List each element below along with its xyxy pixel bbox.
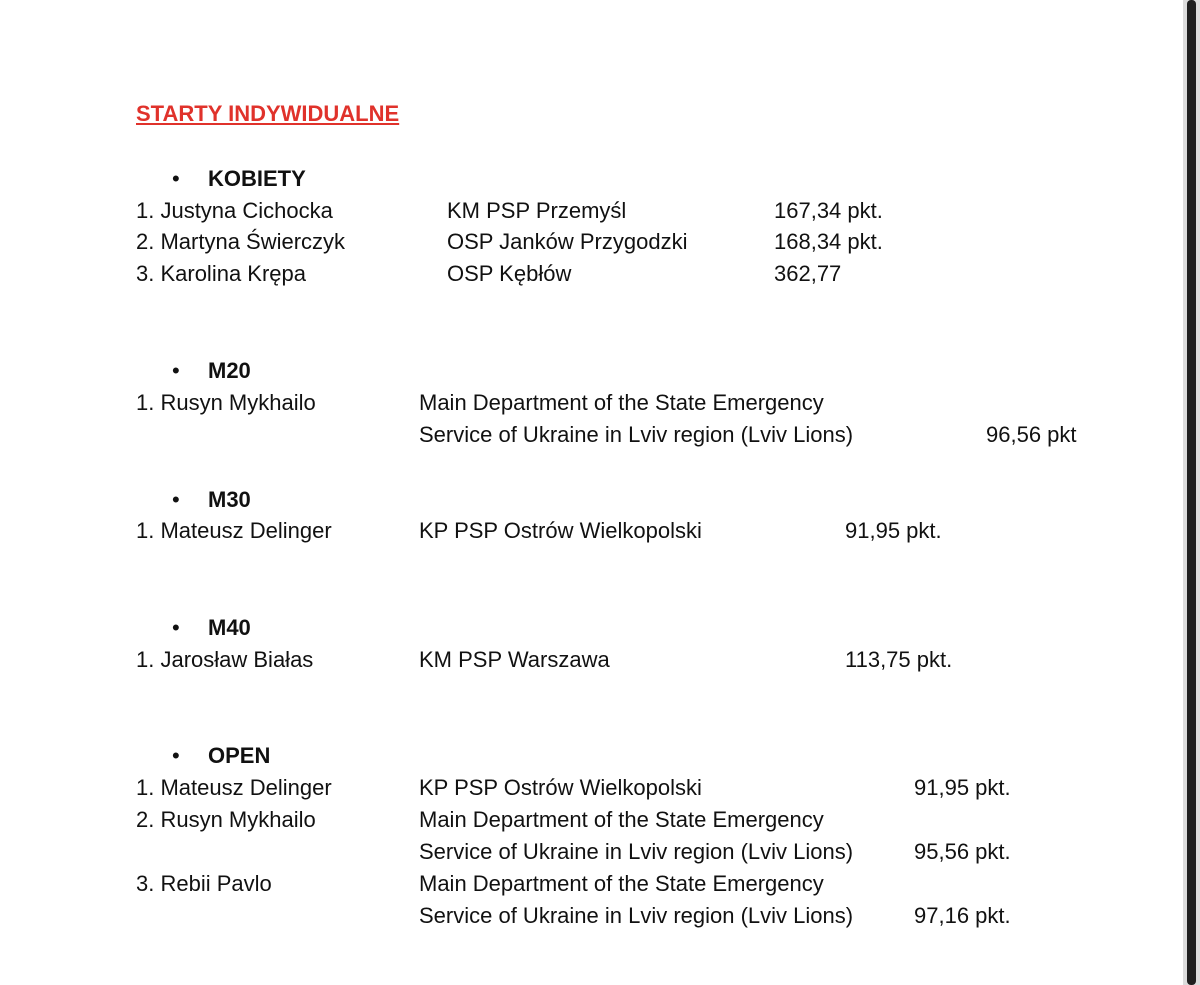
category-m30 [172, 487, 251, 513]
section-heading: STARTY INDYWIDUALNE [136, 101, 400, 126]
result-name: 3. Karolina Krępa [136, 261, 306, 286]
result-name: 3. Rebii Pavlo [136, 871, 272, 896]
result-unit: KM PSP Warszawa [419, 647, 610, 672]
result-unit-line1: Main Department of the State Emergency [419, 871, 824, 896]
category-title: M30 [208, 487, 251, 512]
result-score: 113,75 pkt. [845, 647, 953, 672]
category-m20 [172, 358, 251, 384]
category-title: M20 [208, 358, 251, 383]
result-unit-line2: Service of Ukraine in Lviv region (Lviv Lions) [419, 903, 854, 928]
category-title: OPEN [208, 743, 271, 768]
result-name: 1. Justyna Cichocka [136, 198, 333, 223]
result-name: 1. Mateusz Delinger [136, 775, 332, 800]
result-unit-line1: Main Department of the State Emergency [419, 807, 824, 832]
result-name: 1. Jarosław Białas [136, 647, 314, 672]
result-score: 91,95 pkt. [914, 775, 1011, 800]
result-score: 362,77 [774, 261, 842, 286]
result-name: 2. Martyna Świerczyk [136, 229, 346, 254]
result-unit: KP PSP Ostrów Wielkopolski [419, 775, 702, 800]
category-title: M40 [208, 615, 251, 640]
category-m40 [172, 615, 251, 641]
category-title: KOBIETY [208, 166, 306, 191]
bullet-icon: • [172, 358, 180, 383]
bullet-icon: • [172, 615, 180, 640]
result-name: 2. Rusyn Mykhailo [136, 807, 316, 832]
result-score: 167,34 pkt. [774, 198, 883, 223]
result-name: 1. Mateusz Delinger [136, 518, 332, 543]
result-unit: KP PSP Ostrów Wielkopolski [419, 518, 702, 543]
result-score: 91,95 pkt. [845, 518, 942, 543]
result-score: 168,34 pkt. [774, 229, 883, 254]
scrollbar-thumb[interactable] [1187, 0, 1196, 985]
category-open [172, 743, 270, 769]
result-name: 1. Rusyn Mykhailo [136, 390, 316, 415]
result-unit: KM PSP Przemyśl [447, 198, 627, 223]
result-unit: OSP Janków Przygodzki [447, 229, 688, 254]
vertical-scrollbar[interactable] [1183, 0, 1200, 985]
result-unit-line1: Main Department of the State Emergency [419, 390, 824, 415]
result-score: 95,56 pkt. [914, 839, 1011, 864]
category-kobiety [172, 166, 306, 192]
result-unit-line2: Service of Ukraine in Lviv region (Lviv Lions) [419, 839, 854, 864]
bullet-icon: • [172, 487, 180, 512]
bullet-icon: • [172, 743, 180, 768]
result-unit-line2: Service of Ukraine in Lviv region (Lviv Lions) [419, 422, 854, 447]
result-score: 96,56 pkt [986, 422, 1077, 447]
bullet-icon: • [172, 166, 180, 191]
result-unit: OSP Kębłów [447, 261, 572, 286]
result-score: 97,16 pkt. [914, 903, 1011, 928]
